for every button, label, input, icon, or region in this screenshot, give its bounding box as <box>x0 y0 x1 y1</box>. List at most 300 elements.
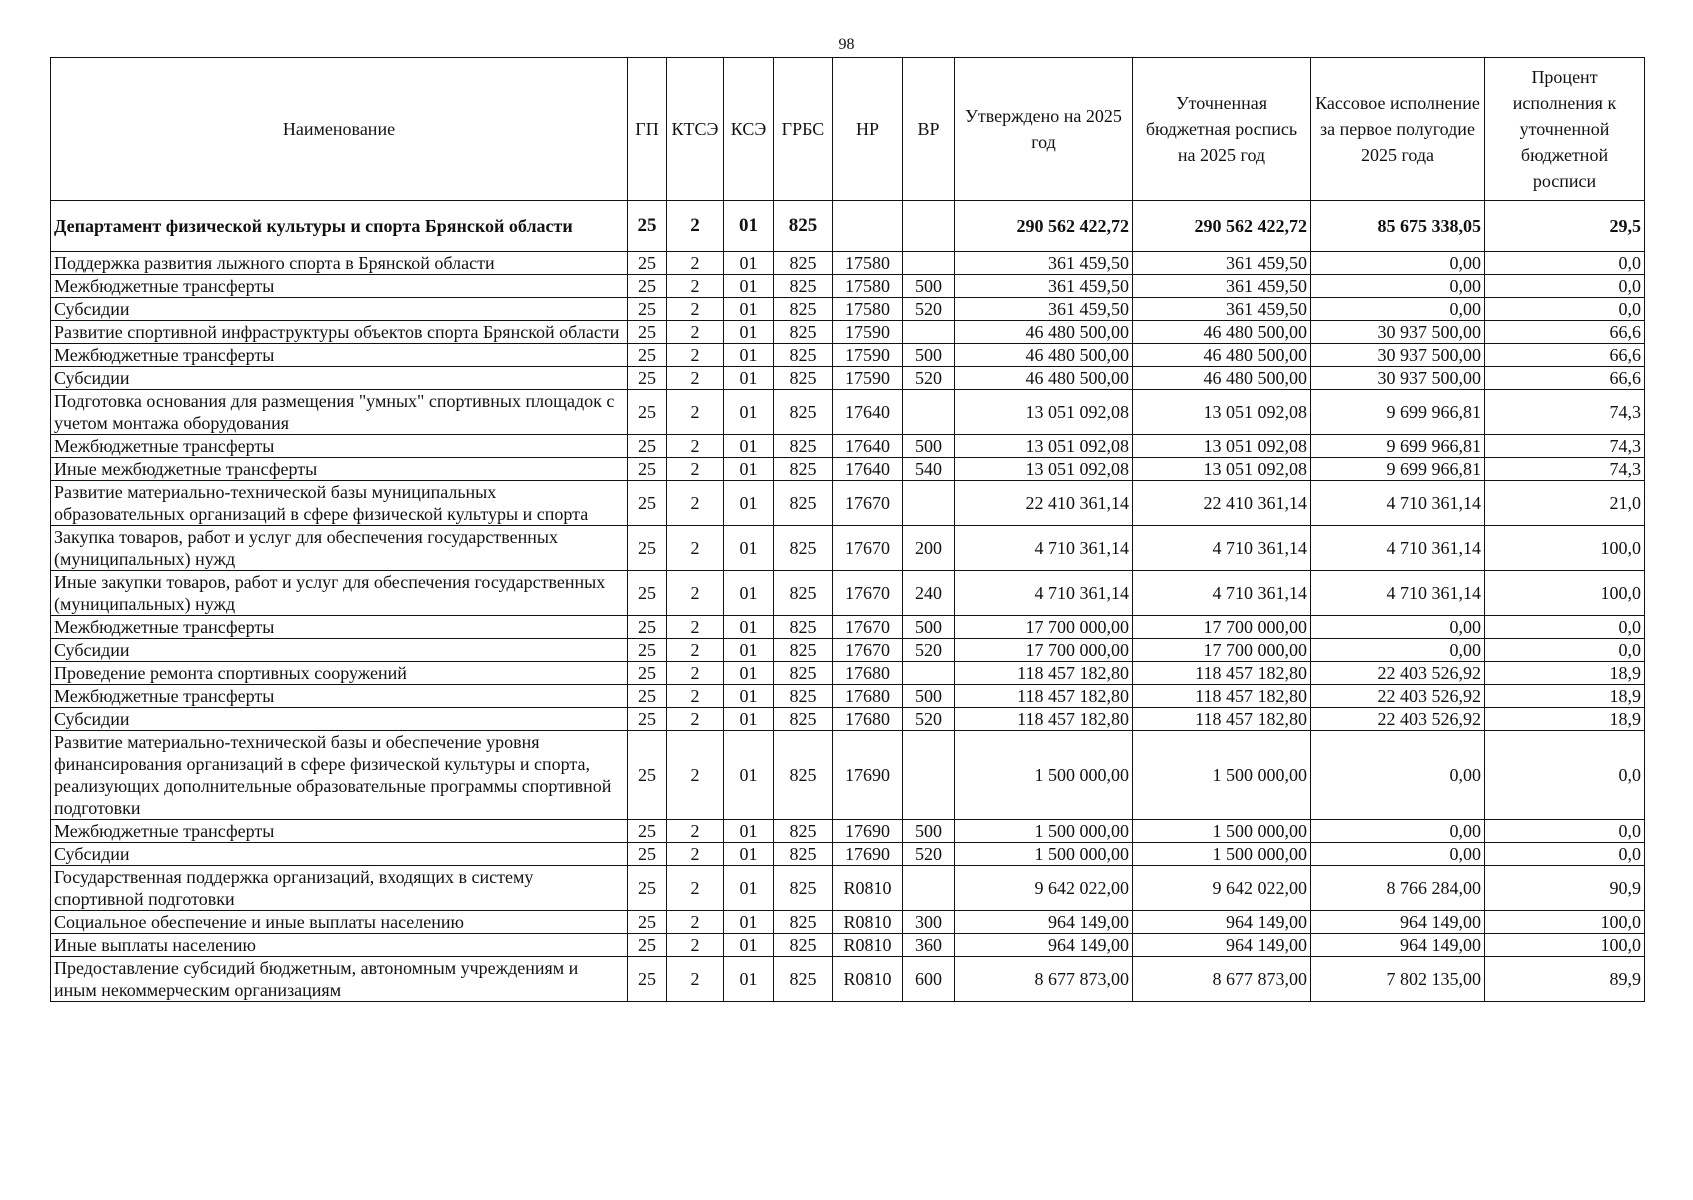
header-ktse: КТСЭ <box>667 58 724 201</box>
cell-vr: 520 <box>903 843 955 866</box>
cell-name: Иные закупки товаров, работ и услуг для обеспечения государственных (муниципальных) нужд <box>51 571 628 616</box>
cell-executed: 0,00 <box>1311 820 1485 843</box>
cell-grbs: 825 <box>774 685 833 708</box>
table-row <box>51 843 1645 866</box>
cell-vr: 240 <box>903 571 955 616</box>
cell-name: Государственная поддержка организаций, входящих в систему спортивной подготовки <box>51 866 628 911</box>
cell-executed: 964 149,00 <box>1311 934 1485 957</box>
cell-name: Субсидии <box>51 367 628 390</box>
cell-name: Развитие спортивной инфраструктуры объектов спорта Брянской области <box>51 321 628 344</box>
cell-vr: 520 <box>903 298 955 321</box>
cell-nr: 17640 <box>833 390 903 435</box>
cell-name: Субсидии <box>51 843 628 866</box>
cell-gp: 25 <box>628 934 667 957</box>
header-approved: Утверждено на 2025 год <box>955 58 1133 201</box>
cell-percent: 0,0 <box>1485 639 1645 662</box>
header-refined: Уточненная бюджетная роспись на 2025 год <box>1133 58 1311 201</box>
cell-vr: 300 <box>903 911 955 934</box>
cell-executed: 85 675 338,05 <box>1311 201 1485 252</box>
cell-ktse: 2 <box>667 708 724 731</box>
header-kse: КСЭ <box>724 58 774 201</box>
cell-approved: 13 051 092,08 <box>955 390 1133 435</box>
cell-vr <box>903 201 955 252</box>
cell-vr <box>903 866 955 911</box>
cell-grbs: 825 <box>774 616 833 639</box>
cell-executed: 8 766 284,00 <box>1311 866 1485 911</box>
cell-executed: 9 699 966,81 <box>1311 390 1485 435</box>
cell-nr: R0810 <box>833 934 903 957</box>
cell-ktse: 2 <box>667 344 724 367</box>
cell-executed: 30 937 500,00 <box>1311 321 1485 344</box>
cell-nr: 17670 <box>833 526 903 571</box>
cell-executed: 9 699 966,81 <box>1311 458 1485 481</box>
cell-kse: 01 <box>724 201 774 252</box>
cell-approved: 4 710 361,14 <box>955 571 1133 616</box>
cell-grbs: 825 <box>774 321 833 344</box>
cell-grbs: 825 <box>774 367 833 390</box>
header-percent: Процент исполнения к уточненной бюджетной росписи <box>1485 58 1645 201</box>
cell-gp: 25 <box>628 616 667 639</box>
cell-executed: 22 403 526,92 <box>1311 708 1485 731</box>
table-row <box>51 390 1645 435</box>
cell-nr: 17590 <box>833 344 903 367</box>
cell-vr: 360 <box>903 934 955 957</box>
cell-vr: 500 <box>903 820 955 843</box>
cell-executed: 7 802 135,00 <box>1311 957 1485 1002</box>
cell-refined: 964 149,00 <box>1133 911 1311 934</box>
cell-approved: 22 410 361,14 <box>955 481 1133 526</box>
cell-kse: 01 <box>724 252 774 275</box>
cell-ktse: 2 <box>667 321 724 344</box>
cell-name: Субсидии <box>51 639 628 662</box>
cell-refined: 118 457 182,80 <box>1133 708 1311 731</box>
cell-name: Развитие материально-технической базы и обеспечение уровня финансирования организаций в сфере физической культуры и спорта, реализующих дополнительные образовательные программы спортивной подготовки <box>51 731 628 820</box>
cell-grbs: 825 <box>774 390 833 435</box>
cell-percent: 21,0 <box>1485 481 1645 526</box>
header-grbs: ГРБС <box>774 58 833 201</box>
cell-approved: 118 457 182,80 <box>955 685 1133 708</box>
cell-kse: 01 <box>724 685 774 708</box>
cell-percent: 100,0 <box>1485 571 1645 616</box>
cell-approved: 1 500 000,00 <box>955 731 1133 820</box>
cell-vr: 520 <box>903 708 955 731</box>
cell-executed: 0,00 <box>1311 639 1485 662</box>
cell-vr: 520 <box>903 367 955 390</box>
cell-nr: 17580 <box>833 298 903 321</box>
cell-gp: 25 <box>628 275 667 298</box>
cell-gp: 25 <box>628 662 667 685</box>
cell-vr <box>903 390 955 435</box>
cell-gp: 25 <box>628 367 667 390</box>
cell-name: Межбюджетные трансферты <box>51 275 628 298</box>
table-row <box>51 201 1645 252</box>
cell-gp: 25 <box>628 344 667 367</box>
cell-vr: 200 <box>903 526 955 571</box>
cell-name: Субсидии <box>51 708 628 731</box>
cell-grbs: 825 <box>774 344 833 367</box>
cell-kse: 01 <box>724 435 774 458</box>
cell-name: Предоставление субсидий бюджетным, автономным учреждениям и иным некоммерческим организациям <box>51 957 628 1002</box>
table-row <box>51 911 1645 934</box>
cell-ktse: 2 <box>667 639 724 662</box>
cell-nr: 17690 <box>833 843 903 866</box>
cell-grbs: 825 <box>774 843 833 866</box>
cell-gp: 25 <box>628 252 667 275</box>
cell-nr: R0810 <box>833 866 903 911</box>
cell-ktse: 2 <box>667 616 724 639</box>
cell-ktse: 2 <box>667 367 724 390</box>
cell-approved: 4 710 361,14 <box>955 526 1133 571</box>
cell-percent: 74,3 <box>1485 390 1645 435</box>
cell-executed: 0,00 <box>1311 843 1485 866</box>
cell-percent: 0,0 <box>1485 616 1645 639</box>
table-row <box>51 662 1645 685</box>
cell-vr <box>903 731 955 820</box>
cell-name: Межбюджетные трансферты <box>51 685 628 708</box>
cell-approved: 17 700 000,00 <box>955 639 1133 662</box>
cell-ktse: 2 <box>667 526 724 571</box>
cell-gp: 25 <box>628 820 667 843</box>
cell-nr: 17670 <box>833 571 903 616</box>
cell-gp: 25 <box>628 708 667 731</box>
cell-percent: 0,0 <box>1485 252 1645 275</box>
cell-refined: 9 642 022,00 <box>1133 866 1311 911</box>
cell-vr: 540 <box>903 458 955 481</box>
cell-executed: 0,00 <box>1311 252 1485 275</box>
cell-gp: 25 <box>628 843 667 866</box>
cell-refined: 1 500 000,00 <box>1133 731 1311 820</box>
cell-ktse: 2 <box>667 571 724 616</box>
table-row <box>51 252 1645 275</box>
cell-grbs: 825 <box>774 252 833 275</box>
table-row <box>51 685 1645 708</box>
cell-ktse: 2 <box>667 252 724 275</box>
cell-ktse: 2 <box>667 957 724 1002</box>
cell-percent: 18,9 <box>1485 708 1645 731</box>
cell-kse: 01 <box>724 911 774 934</box>
cell-ktse: 2 <box>667 934 724 957</box>
cell-approved: 290 562 422,72 <box>955 201 1133 252</box>
cell-kse: 01 <box>724 708 774 731</box>
cell-percent: 100,0 <box>1485 526 1645 571</box>
header-nr: НР <box>833 58 903 201</box>
cell-percent: 0,0 <box>1485 731 1645 820</box>
cell-grbs: 825 <box>774 435 833 458</box>
cell-executed: 22 403 526,92 <box>1311 685 1485 708</box>
cell-executed: 9 699 966,81 <box>1311 435 1485 458</box>
cell-refined: 8 677 873,00 <box>1133 957 1311 1002</box>
cell-nr: 17640 <box>833 458 903 481</box>
cell-executed: 4 710 361,14 <box>1311 481 1485 526</box>
cell-executed: 0,00 <box>1311 616 1485 639</box>
cell-nr: 17580 <box>833 275 903 298</box>
cell-grbs: 825 <box>774 911 833 934</box>
cell-nr: 17670 <box>833 639 903 662</box>
table-row <box>51 298 1645 321</box>
cell-approved: 118 457 182,80 <box>955 662 1133 685</box>
table-row <box>51 458 1645 481</box>
cell-refined: 4 710 361,14 <box>1133 571 1311 616</box>
cell-percent: 100,0 <box>1485 911 1645 934</box>
cell-gp: 25 <box>628 911 667 934</box>
cell-gp: 25 <box>628 957 667 1002</box>
cell-name: Иные выплаты населению <box>51 934 628 957</box>
table-body <box>51 201 1645 1002</box>
header-gp: ГП <box>628 58 667 201</box>
cell-ktse: 2 <box>667 843 724 866</box>
cell-name: Развитие материально-технической базы муниципальных образовательных организаций в сфере физической культуры и спорта <box>51 481 628 526</box>
table-row <box>51 820 1645 843</box>
cell-kse: 01 <box>724 571 774 616</box>
cell-refined: 46 480 500,00 <box>1133 321 1311 344</box>
cell-vr: 500 <box>903 275 955 298</box>
cell-executed: 0,00 <box>1311 275 1485 298</box>
table-row <box>51 571 1645 616</box>
table-header-row <box>51 58 1645 201</box>
cell-ktse: 2 <box>667 275 724 298</box>
cell-executed: 22 403 526,92 <box>1311 662 1485 685</box>
cell-name: Социальное обеспечение и иные выплаты населению <box>51 911 628 934</box>
cell-refined: 118 457 182,80 <box>1133 662 1311 685</box>
cell-refined: 118 457 182,80 <box>1133 685 1311 708</box>
cell-approved: 13 051 092,08 <box>955 458 1133 481</box>
cell-approved: 1 500 000,00 <box>955 820 1133 843</box>
cell-grbs: 825 <box>774 458 833 481</box>
table-row <box>51 526 1645 571</box>
cell-ktse: 2 <box>667 201 724 252</box>
cell-kse: 01 <box>724 344 774 367</box>
cell-nr: 17590 <box>833 321 903 344</box>
cell-executed: 4 710 361,14 <box>1311 526 1485 571</box>
cell-kse: 01 <box>724 662 774 685</box>
cell-nr: 17580 <box>833 252 903 275</box>
cell-kse: 01 <box>724 298 774 321</box>
cell-grbs: 825 <box>774 662 833 685</box>
cell-vr: 500 <box>903 616 955 639</box>
cell-ktse: 2 <box>667 481 724 526</box>
header-vr: ВР <box>903 58 955 201</box>
cell-gp: 25 <box>628 201 667 252</box>
cell-kse: 01 <box>724 616 774 639</box>
cell-name: Проведение ремонта спортивных сооружений <box>51 662 628 685</box>
cell-kse: 01 <box>724 731 774 820</box>
cell-approved: 8 677 873,00 <box>955 957 1133 1002</box>
cell-nr <box>833 201 903 252</box>
cell-executed: 30 937 500,00 <box>1311 344 1485 367</box>
cell-ktse: 2 <box>667 820 724 843</box>
cell-ktse: 2 <box>667 911 724 934</box>
table-row <box>51 481 1645 526</box>
cell-grbs: 825 <box>774 526 833 571</box>
cell-percent: 0,0 <box>1485 843 1645 866</box>
cell-name: Межбюджетные трансферты <box>51 435 628 458</box>
cell-percent: 74,3 <box>1485 435 1645 458</box>
cell-vr <box>903 481 955 526</box>
cell-nr: R0810 <box>833 957 903 1002</box>
cell-gp: 25 <box>628 731 667 820</box>
cell-nr: 17640 <box>833 435 903 458</box>
cell-kse: 01 <box>724 866 774 911</box>
cell-grbs: 825 <box>774 957 833 1002</box>
table-row <box>51 344 1645 367</box>
table-row <box>51 275 1645 298</box>
table-row <box>51 731 1645 820</box>
cell-refined: 361 459,50 <box>1133 252 1311 275</box>
cell-kse: 01 <box>724 957 774 1002</box>
cell-kse: 01 <box>724 481 774 526</box>
cell-vr <box>903 662 955 685</box>
cell-name: Межбюджетные трансферты <box>51 820 628 843</box>
cell-refined: 964 149,00 <box>1133 934 1311 957</box>
cell-vr: 520 <box>903 639 955 662</box>
cell-refined: 22 410 361,14 <box>1133 481 1311 526</box>
cell-kse: 01 <box>724 526 774 571</box>
cell-percent: 90,9 <box>1485 866 1645 911</box>
cell-name: Межбюджетные трансферты <box>51 344 628 367</box>
cell-name: Иные межбюджетные трансферты <box>51 458 628 481</box>
cell-gp: 25 <box>628 685 667 708</box>
cell-gp: 25 <box>628 639 667 662</box>
cell-name: Закупка товаров, работ и услуг для обеспечения государственных (муниципальных) нужд <box>51 526 628 571</box>
cell-name: Субсидии <box>51 298 628 321</box>
cell-kse: 01 <box>724 843 774 866</box>
cell-executed: 964 149,00 <box>1311 911 1485 934</box>
cell-vr: 500 <box>903 685 955 708</box>
cell-name: Межбюджетные трансферты <box>51 616 628 639</box>
cell-name: Подготовка основания для размещения "умных" спортивных площадок с учетом монтажа оборудования <box>51 390 628 435</box>
cell-grbs: 825 <box>774 298 833 321</box>
cell-nr: 17690 <box>833 731 903 820</box>
cell-vr <box>903 252 955 275</box>
cell-refined: 1 500 000,00 <box>1133 843 1311 866</box>
cell-grbs: 825 <box>774 820 833 843</box>
cell-percent: 66,6 <box>1485 344 1645 367</box>
cell-percent: 29,5 <box>1485 201 1645 252</box>
cell-refined: 361 459,50 <box>1133 298 1311 321</box>
cell-ktse: 2 <box>667 866 724 911</box>
cell-nr: 17670 <box>833 481 903 526</box>
cell-vr <box>903 321 955 344</box>
cell-refined: 17 700 000,00 <box>1133 616 1311 639</box>
cell-ktse: 2 <box>667 685 724 708</box>
cell-grbs: 825 <box>774 481 833 526</box>
cell-executed: 4 710 361,14 <box>1311 571 1485 616</box>
cell-kse: 01 <box>724 390 774 435</box>
cell-approved: 9 642 022,00 <box>955 866 1133 911</box>
cell-name: Поддержка развития лыжного спорта в Брянской области <box>51 252 628 275</box>
table-row <box>51 639 1645 662</box>
cell-refined: 4 710 361,14 <box>1133 526 1311 571</box>
cell-percent: 89,9 <box>1485 957 1645 1002</box>
cell-ktse: 2 <box>667 390 724 435</box>
cell-grbs: 825 <box>774 201 833 252</box>
cell-nr: 17680 <box>833 708 903 731</box>
cell-grbs: 825 <box>774 866 833 911</box>
budget-table <box>50 57 1645 1002</box>
cell-approved: 1 500 000,00 <box>955 843 1133 866</box>
cell-ktse: 2 <box>667 731 724 820</box>
cell-kse: 01 <box>724 820 774 843</box>
cell-approved: 964 149,00 <box>955 934 1133 957</box>
cell-gp: 25 <box>628 526 667 571</box>
cell-nr: 17690 <box>833 820 903 843</box>
cell-refined: 13 051 092,08 <box>1133 435 1311 458</box>
cell-grbs: 825 <box>774 639 833 662</box>
cell-refined: 13 051 092,08 <box>1133 458 1311 481</box>
cell-refined: 46 480 500,00 <box>1133 367 1311 390</box>
cell-kse: 01 <box>724 934 774 957</box>
cell-percent: 66,6 <box>1485 321 1645 344</box>
cell-refined: 46 480 500,00 <box>1133 344 1311 367</box>
header-executed: Кассовое исполнение за первое полугодие 2025 года <box>1311 58 1485 201</box>
cell-gp: 25 <box>628 435 667 458</box>
cell-gp: 25 <box>628 458 667 481</box>
cell-ktse: 2 <box>667 458 724 481</box>
header-name: Наименование <box>51 58 628 201</box>
cell-gp: 25 <box>628 390 667 435</box>
cell-ktse: 2 <box>667 298 724 321</box>
cell-percent: 0,0 <box>1485 820 1645 843</box>
cell-approved: 46 480 500,00 <box>955 367 1133 390</box>
table-row <box>51 616 1645 639</box>
cell-percent: 18,9 <box>1485 685 1645 708</box>
cell-approved: 13 051 092,08 <box>955 435 1133 458</box>
cell-vr: 500 <box>903 344 955 367</box>
cell-refined: 1 500 000,00 <box>1133 820 1311 843</box>
page-number: 98 <box>838 36 855 53</box>
cell-grbs: 825 <box>774 934 833 957</box>
table-row <box>51 957 1645 1002</box>
cell-percent: 66,6 <box>1485 367 1645 390</box>
cell-refined: 17 700 000,00 <box>1133 639 1311 662</box>
cell-approved: 361 459,50 <box>955 298 1133 321</box>
cell-name: Департамент физической культуры и спорта Брянской области <box>51 201 628 252</box>
cell-gp: 25 <box>628 866 667 911</box>
cell-executed: 0,00 <box>1311 298 1485 321</box>
cell-refined: 361 459,50 <box>1133 275 1311 298</box>
cell-kse: 01 <box>724 275 774 298</box>
cell-grbs: 825 <box>774 731 833 820</box>
cell-approved: 46 480 500,00 <box>955 321 1133 344</box>
cell-gp: 25 <box>628 571 667 616</box>
cell-ktse: 2 <box>667 662 724 685</box>
cell-percent: 0,0 <box>1485 298 1645 321</box>
cell-executed: 0,00 <box>1311 731 1485 820</box>
cell-grbs: 825 <box>774 275 833 298</box>
cell-vr: 600 <box>903 957 955 1002</box>
cell-kse: 01 <box>724 458 774 481</box>
cell-nr: R0810 <box>833 911 903 934</box>
cell-grbs: 825 <box>774 708 833 731</box>
cell-vr: 500 <box>903 435 955 458</box>
cell-approved: 361 459,50 <box>955 275 1133 298</box>
table-row <box>51 367 1645 390</box>
cell-percent: 18,9 <box>1485 662 1645 685</box>
cell-refined: 13 051 092,08 <box>1133 390 1311 435</box>
cell-percent: 0,0 <box>1485 275 1645 298</box>
cell-nr: 17670 <box>833 616 903 639</box>
cell-kse: 01 <box>724 639 774 662</box>
cell-grbs: 825 <box>774 571 833 616</box>
table-row <box>51 708 1645 731</box>
cell-approved: 17 700 000,00 <box>955 616 1133 639</box>
cell-percent: 74,3 <box>1485 458 1645 481</box>
cell-ktse: 2 <box>667 435 724 458</box>
cell-approved: 118 457 182,80 <box>955 708 1133 731</box>
table-row <box>51 321 1645 344</box>
table-row <box>51 866 1645 911</box>
cell-kse: 01 <box>724 321 774 344</box>
